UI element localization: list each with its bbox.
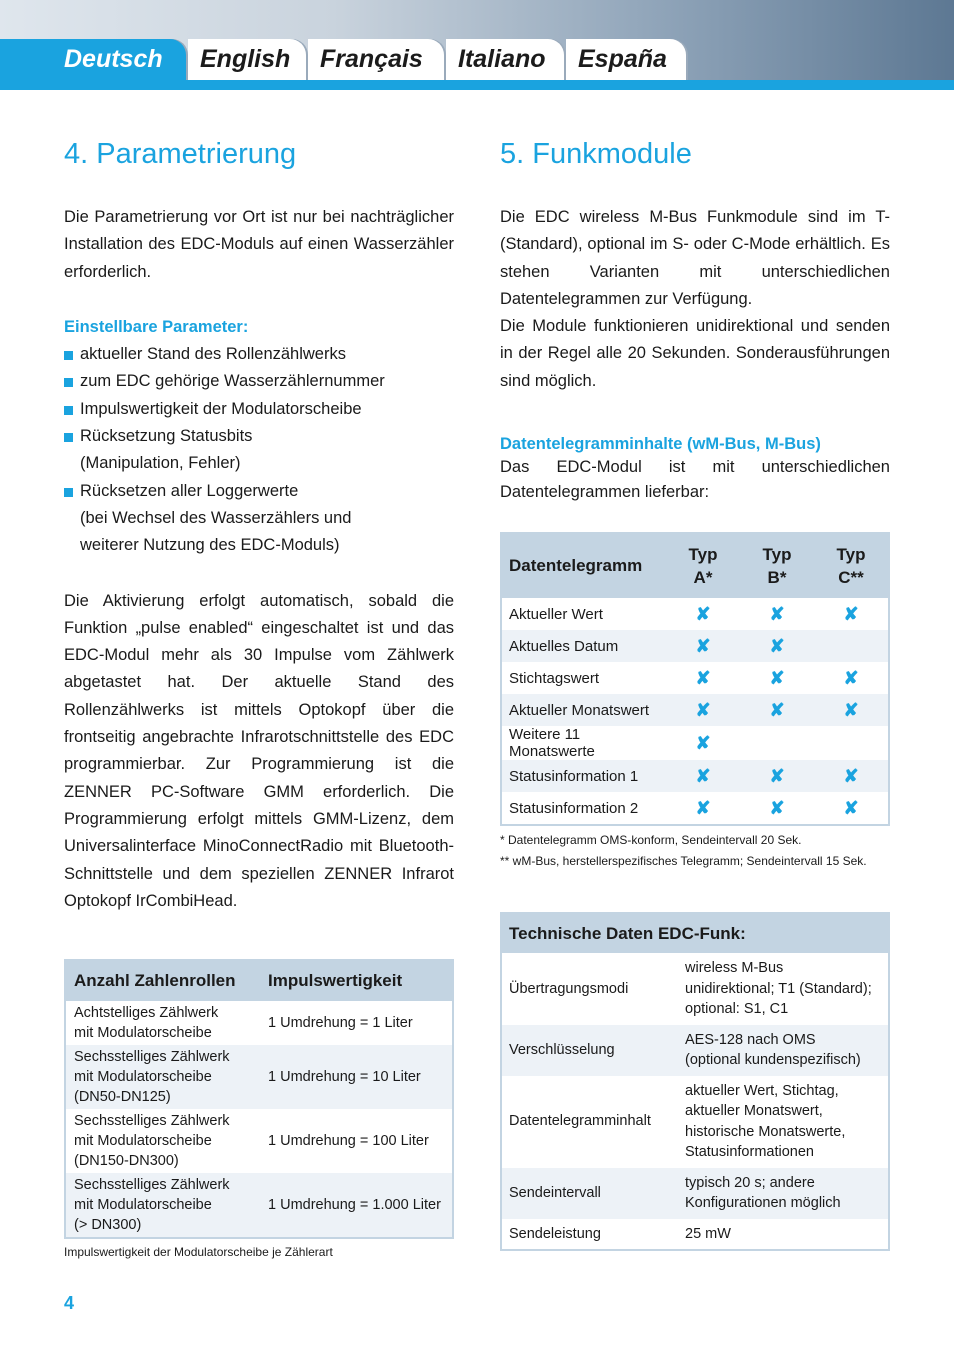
table-row	[502, 630, 888, 662]
check-cross-icon: ✘	[666, 598, 740, 630]
table-row: Übertragungsmodi wireless M-Bus unidirektional; T1 (Standard); optional: S1, C1	[502, 953, 888, 1025]
tab-espana[interactable]: España	[566, 39, 686, 80]
impulse-table	[64, 959, 454, 1239]
check-cross-icon: ✘	[814, 598, 888, 630]
table-row	[502, 726, 888, 760]
check-cross-icon: ✘	[814, 662, 888, 694]
tab-italiano[interactable]: Italiano	[446, 39, 564, 80]
table-row: Sendeintervall typisch 20 s; andere Konfigurationen möglich	[502, 1168, 888, 1219]
table-row: Achtstelliges Zählwerk mit Modulatorscheibe 1 Umdrehung = 1 Liter	[66, 1001, 452, 1045]
section-title-parametrierung: 4. Parametrierung	[64, 138, 297, 170]
list-item: aktueller Stand des Rollenzählwerks	[64, 341, 454, 368]
column-header: Impulswertigkeit	[260, 961, 452, 1001]
column-header-typ-b: Typ B*	[740, 534, 814, 598]
table-row	[502, 694, 888, 726]
column-header-typ-a: Typ A*	[666, 534, 740, 598]
column-header: Anzahl Zahlenrollen	[66, 961, 260, 1001]
table-caption: Impulswertigkeit der Modulatorscheibe je Zählerart	[64, 1245, 333, 1260]
telegram-heading: Datentelegramminhalte (wM-Bus, M-Bus)	[500, 435, 821, 454]
intro-paragraph: Die Parametrierung vor Ort ist nur bei nachträglicher Installation des EDC-Moduls auf einen Wasserzähler erforderlich.	[64, 208, 454, 281]
row-label: Stichtagswert	[502, 662, 666, 694]
table-row: Sechsstelliges Zählwerk mit Modulatorscheibe (> DN300) 1 Umdrehung = 1.000 Liter	[66, 1173, 452, 1237]
table-row	[502, 792, 888, 824]
telegram-text: Das EDC-Modul ist mit unterschiedlichen Datentelegrammen lieferbar:	[500, 458, 890, 502]
table-row	[502, 760, 888, 792]
list-item: Rücksetzung Statusbits (Manipulation, Fehler)	[64, 423, 454, 478]
tab-english[interactable]: English	[188, 39, 306, 80]
row-label: Aktueller Monatswert	[502, 694, 666, 726]
list-item: zum EDC gehörige Wasserzählernummer	[64, 368, 454, 395]
row-label: Aktueller Wert	[502, 598, 666, 630]
row-label: Aktuelles Datum	[502, 630, 666, 662]
table-row: Sechsstelliges Zählwerk mit Modulatorscheibe (DN150-DN300) 1 Umdrehung = 100 Liter	[66, 1109, 452, 1173]
column-header: Datentelegramm	[502, 534, 666, 598]
row-label: Statusinformation 1	[502, 760, 666, 792]
check-cross-icon: ✘	[740, 598, 814, 630]
table-row: Verschlüsselung AES-128 nach OMS (optional kundenspezifisch)	[502, 1025, 888, 1076]
footnote: ** wM-Bus, herstellerspezifisches Telegramm; Sendeintervall 15 Sek.	[500, 854, 867, 869]
intro-paragraph-2: Die Module funktionieren unidirektional und senden in der Regel alle 20 Sekunden. Sonderausführungen sind möglich.	[500, 317, 890, 390]
check-cross-icon: ✘	[740, 662, 814, 694]
table-row	[502, 662, 888, 694]
square-bullet-icon	[64, 378, 73, 387]
column-header-typ-c: Typ C**	[814, 534, 888, 598]
params-list	[64, 341, 454, 559]
page-number: 4	[64, 1293, 75, 1313]
check-cross-icon: ✘	[814, 760, 888, 792]
empty-cell	[814, 630, 888, 662]
check-cross-icon: ✘	[666, 792, 740, 824]
telegram-table	[500, 532, 890, 826]
header-divider	[0, 80, 954, 90]
check-cross-icon: ✘	[814, 694, 888, 726]
activation-paragraph: Die Aktivierung erfolgt automatisch, sobald die Funktion „pulse enabled“ eingeschaltet ist und das EDC-Modul mehr als 30 Impulse vom Zählwerk abgetastet hat. Der aktuelle Stand des Rollenzählwerks ist mittels Optokopf über die frontseitig angebrachte Infrarotschnittstelle des EDC programmierbar. Zur Programmierung ist die ZENNER PC-Software GMM erforderlich. Die Programmierung erfolgt mittels GMM-Lizenz, dem Universalinterface MinoConnectRadio mit Bluetooth-Schnittstelle und dem speziellen ZENNER Infrarot Optokopf IrCombiHead.	[64, 591, 454, 910]
check-cross-icon: ✘	[666, 760, 740, 792]
params-heading: Einstellbare Parameter:	[64, 317, 249, 336]
check-cross-icon: ✘	[814, 792, 888, 824]
check-cross-icon: ✘	[740, 630, 814, 662]
square-bullet-icon	[64, 433, 73, 442]
list-item: Impulswertigkeit der Modulatorscheibe	[64, 396, 454, 423]
left-column	[64, 134, 454, 1259]
table-row: Sendeleistung 25 mW	[502, 1219, 888, 1250]
table-row: Sechsstelliges Zählwerk mit Modulatorscheibe (DN50-DN125) 1 Umdrehung = 10 Liter	[66, 1045, 452, 1109]
footnote: * Datentelegramm OMS-konform, Sendeintervall 20 Sek.	[500, 833, 802, 848]
table-row	[502, 598, 888, 630]
tech-data-table	[500, 912, 890, 1251]
check-cross-icon: ✘	[740, 792, 814, 824]
square-bullet-icon	[64, 351, 73, 360]
check-cross-icon: ✘	[666, 662, 740, 694]
check-cross-icon: ✘	[666, 726, 740, 760]
empty-cell	[814, 726, 888, 760]
intro-paragraph-1: Die EDC wireless M-Bus Funkmodule sind im T-(Standard), optional im S- oder C-Mode erhältlich. Es stehen Varianten mit unterschiedlichen Datentelegrammen zur Verfügung.	[500, 208, 890, 308]
section-title-funkmodule: 5. Funkmodule	[500, 138, 692, 170]
column-header: Technische Daten EDC-Funk:	[502, 914, 888, 953]
square-bullet-icon	[64, 488, 73, 497]
row-label: Statusinformation 2	[502, 792, 666, 824]
table-footnotes	[500, 830, 890, 872]
row-label: Weitere 11 Monatswerte	[502, 726, 666, 760]
list-item: Rücksetzen aller Loggerwerte (bei Wechsel des Wasserzählers und weiterer Nutzung des EDC-Moduls)	[64, 478, 454, 560]
right-column	[500, 134, 890, 1251]
check-cross-icon: ✘	[666, 630, 740, 662]
tab-deutsch[interactable]: Deutsch	[0, 39, 186, 80]
language-tabs	[0, 39, 700, 80]
check-cross-icon: ✘	[740, 760, 814, 792]
square-bullet-icon	[64, 406, 73, 415]
tab-francais[interactable]: Français	[308, 39, 444, 80]
check-cross-icon: ✘	[740, 694, 814, 726]
check-cross-icon: ✘	[666, 694, 740, 726]
empty-cell	[740, 726, 814, 760]
table-row: Datentelegramminhalt aktueller Wert, Stichtag, aktueller Monatswert, historische Monatswerte, Statusinformationen	[502, 1076, 888, 1168]
